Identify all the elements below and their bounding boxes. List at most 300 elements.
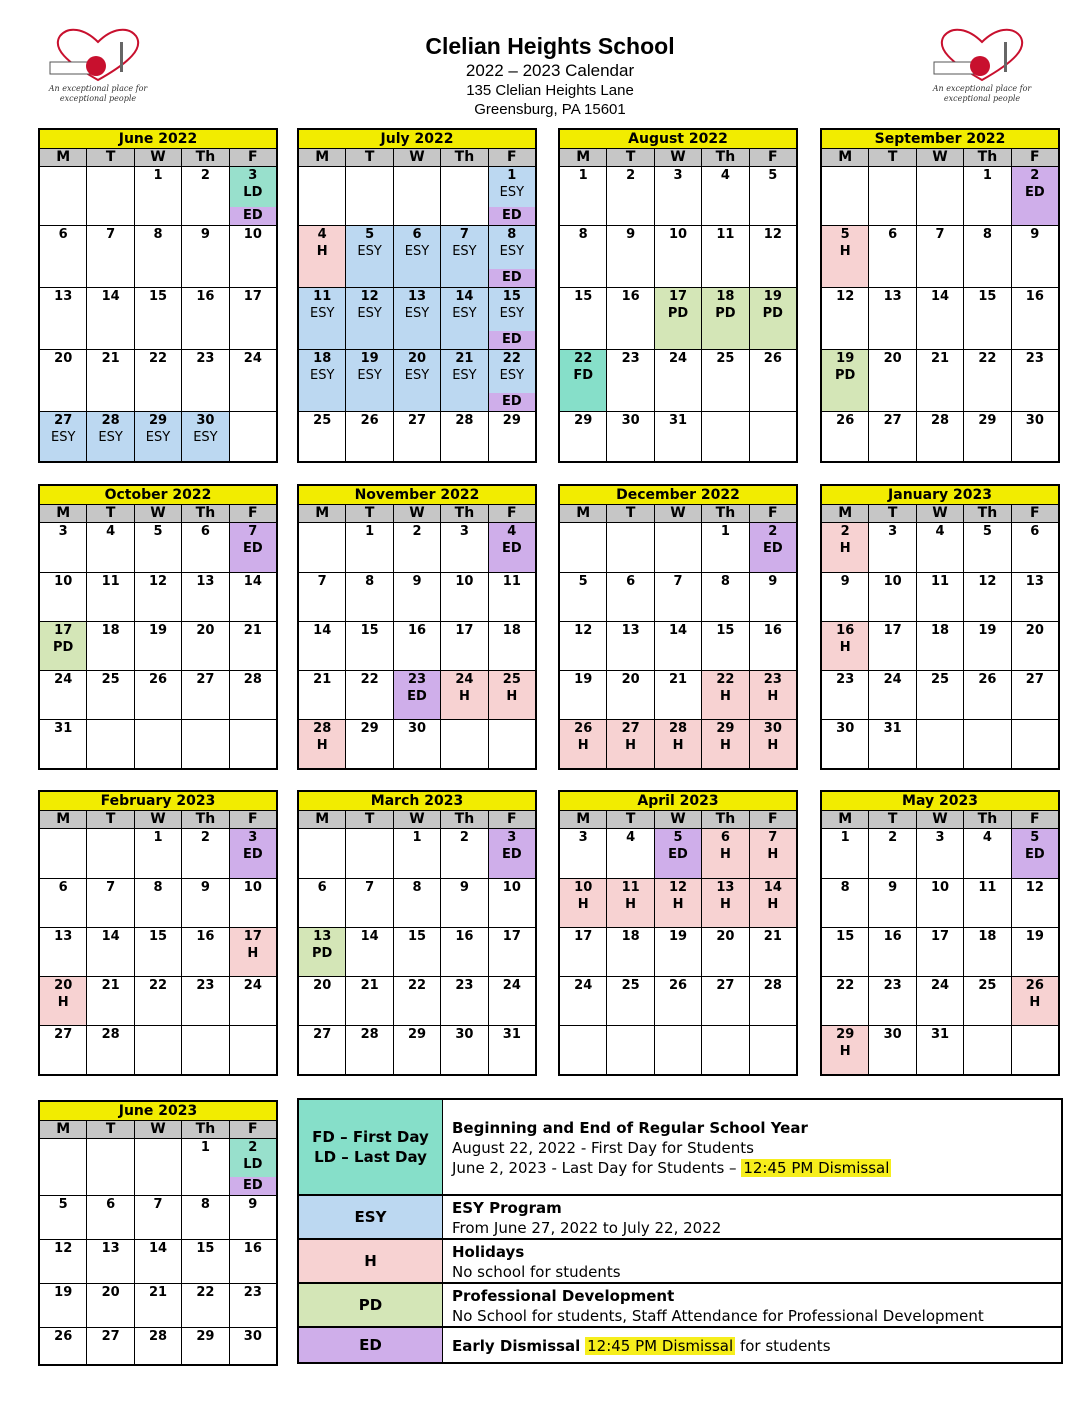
day-number: 27 xyxy=(621,721,640,736)
day-number: 27 xyxy=(883,413,902,428)
day-code: H xyxy=(672,738,684,753)
month-title: August 2022 xyxy=(560,130,796,149)
day-number: 8 xyxy=(840,880,850,895)
day-cell xyxy=(488,622,535,670)
day-cell xyxy=(749,671,796,719)
day-cell xyxy=(86,288,133,349)
day-cell xyxy=(345,412,392,461)
month-title: January 2023 xyxy=(822,486,1058,505)
day-number: 1 xyxy=(578,168,588,183)
day-code: ED xyxy=(1024,185,1045,200)
month-title: October 2022 xyxy=(40,486,276,505)
day-cell xyxy=(488,1026,535,1074)
day-number: 27 xyxy=(54,413,73,428)
day-code: H xyxy=(767,897,779,912)
day-number: 14 xyxy=(101,929,120,944)
day-cell xyxy=(440,226,487,287)
day-cell xyxy=(229,671,276,719)
day-cell xyxy=(916,879,963,927)
day-cell xyxy=(606,879,653,927)
day-number: 14 xyxy=(455,289,474,304)
month-title: March 2023 xyxy=(299,792,535,811)
day-cell xyxy=(560,928,606,976)
day-code: PD xyxy=(715,306,736,321)
weekday-label: M xyxy=(315,505,330,521)
day-cell xyxy=(229,977,276,1025)
day-number: 26 xyxy=(360,413,379,428)
day-number: 27 xyxy=(196,672,215,687)
day-number: 6 xyxy=(58,227,68,242)
day-cell xyxy=(86,1026,133,1074)
month-title: June 2023 xyxy=(40,1102,276,1121)
week-row xyxy=(299,829,535,878)
weekday-label: T xyxy=(86,1121,133,1138)
day-cell xyxy=(86,523,133,572)
month-title: December 2022 xyxy=(560,486,796,505)
day-number: 3 xyxy=(673,168,683,183)
day-number: 23 xyxy=(621,351,640,366)
day-cell xyxy=(606,167,653,225)
weekday-label: T xyxy=(86,149,133,166)
day-cell xyxy=(1011,671,1058,719)
day-code: LD xyxy=(243,1157,263,1172)
legend-ed xyxy=(297,1326,1063,1364)
day-cell xyxy=(345,288,392,349)
day-cell xyxy=(299,879,345,927)
day-number: 8 xyxy=(982,227,992,242)
legend-key-ld: LD – Last Day xyxy=(314,1148,427,1166)
week-row xyxy=(822,878,1058,927)
day-cell xyxy=(299,350,345,411)
day-cell xyxy=(299,412,345,461)
day-cell xyxy=(299,720,345,768)
day-number: 15 xyxy=(716,623,735,638)
day-number: 28 xyxy=(243,672,262,687)
early-dismissal-band: ED xyxy=(489,207,535,225)
day-number: 26 xyxy=(54,1329,73,1344)
day-cell xyxy=(868,622,915,670)
day-number: 12 xyxy=(836,289,855,304)
day-code: PD xyxy=(53,640,74,655)
day-code: ESY xyxy=(357,244,382,259)
day-cell xyxy=(868,573,915,621)
week-row xyxy=(40,1025,276,1074)
day-cell xyxy=(181,412,228,461)
day-cell xyxy=(86,573,133,621)
day-number: 7 xyxy=(248,524,258,539)
day-number: 6 xyxy=(58,880,68,895)
day-cell xyxy=(440,829,487,878)
week-row xyxy=(40,1139,276,1195)
day-code: ESY xyxy=(499,368,525,383)
week-row xyxy=(560,225,796,287)
weekday-label: F xyxy=(1011,811,1058,828)
legend-key-fd-ld xyxy=(299,1100,443,1194)
day-code: PD xyxy=(312,946,333,961)
legend-line: From June 27, 2022 to July 22, 2022 xyxy=(452,1219,722,1237)
week-row xyxy=(40,523,276,572)
day-cell xyxy=(868,879,915,927)
day-number: 11 xyxy=(716,227,735,242)
weekday-header xyxy=(560,149,796,167)
day-cell xyxy=(134,622,181,670)
day-number: 19 xyxy=(1025,929,1044,944)
weekday-label: Th xyxy=(181,505,228,522)
legend-line: for students xyxy=(739,1337,831,1355)
day-number: 7 xyxy=(365,880,375,895)
day-cell xyxy=(1011,350,1058,411)
day-cell xyxy=(749,879,796,927)
day-cell xyxy=(134,928,181,976)
day-number: 17 xyxy=(502,929,521,944)
day-number: 13 xyxy=(196,574,215,589)
day-number: 15 xyxy=(196,1241,215,1256)
day-number: 1 xyxy=(365,524,375,539)
month-january-2023 xyxy=(820,484,1060,770)
weekday-label: M xyxy=(838,149,853,165)
day-cell xyxy=(560,622,606,670)
day-cell xyxy=(606,288,653,349)
day-number: 16 xyxy=(196,929,215,944)
week-row xyxy=(560,670,796,719)
week-row xyxy=(40,1283,276,1327)
early-dismissal-band: ED xyxy=(489,269,535,287)
day-number: 19 xyxy=(836,351,855,366)
day-cell xyxy=(822,226,868,287)
day-number: 18 xyxy=(930,623,950,638)
week-row xyxy=(560,621,796,670)
day-cell xyxy=(345,829,392,878)
day-cell xyxy=(868,167,915,225)
day-cell xyxy=(134,1240,181,1283)
day-code: H xyxy=(839,640,851,655)
day-number: 9 xyxy=(459,880,469,895)
day-cell xyxy=(40,1139,86,1195)
day-cell xyxy=(916,412,963,461)
day-cell xyxy=(963,977,1010,1025)
day-cell xyxy=(916,573,963,621)
day-code: H xyxy=(672,897,684,912)
legend-pd xyxy=(297,1282,1063,1328)
day-number: 24 xyxy=(930,978,950,993)
day-number: 3 xyxy=(248,168,258,183)
day-cell xyxy=(488,829,535,878)
day-code: ESY xyxy=(50,430,76,445)
legend-line-text: June 2, 2023 - Last Day for Students – xyxy=(452,1159,737,1177)
day-number: 16 xyxy=(243,1241,262,1256)
day-number: 23 xyxy=(243,1285,262,1300)
day-cell xyxy=(654,671,701,719)
day-cell xyxy=(229,622,276,670)
day-cell xyxy=(181,167,228,225)
day-cell xyxy=(1011,523,1058,572)
day-cell xyxy=(86,1196,133,1239)
day-number: 29 xyxy=(716,721,735,736)
day-number: 21 xyxy=(101,351,120,366)
day-number: 2 xyxy=(768,524,778,539)
weekday-label: W xyxy=(134,811,181,828)
day-cell xyxy=(916,720,963,768)
day-cell xyxy=(393,928,440,976)
day-number: 10 xyxy=(455,574,474,589)
dismissal-highlight: 12:45 PM Dismissal xyxy=(587,1337,734,1355)
day-cell xyxy=(701,523,748,572)
day-number: 1 xyxy=(840,830,850,845)
day-cell xyxy=(963,523,1010,572)
day-number: 27 xyxy=(54,1027,73,1042)
day-code: H xyxy=(1029,995,1041,1010)
day-number: 8 xyxy=(153,227,163,242)
day-number: 2 xyxy=(840,524,850,539)
day-number: 6 xyxy=(317,880,327,895)
day-number: 19 xyxy=(668,929,688,944)
day-cell xyxy=(868,523,915,572)
week-row xyxy=(40,927,276,976)
day-number: 12 xyxy=(1025,880,1044,895)
day-number: 30 xyxy=(883,1027,902,1042)
day-number: 22 xyxy=(148,978,168,993)
day-number: 13 xyxy=(1025,574,1044,589)
day-number: 19 xyxy=(763,289,782,304)
day-cell xyxy=(916,622,963,670)
day-number: 1 xyxy=(720,524,730,539)
day-code: H xyxy=(247,946,259,961)
day-number: 27 xyxy=(313,1027,332,1042)
day-number: 3 xyxy=(248,830,258,845)
day-number: 22 xyxy=(360,672,379,687)
day-number: 28 xyxy=(763,978,782,993)
day-cell xyxy=(393,671,440,719)
day-number: 29 xyxy=(836,1027,855,1042)
day-cell xyxy=(229,288,276,349)
day-number: 19 xyxy=(360,351,379,366)
day-number: 8 xyxy=(365,574,375,589)
weekday-label: F xyxy=(1011,505,1058,522)
day-cell xyxy=(134,720,181,768)
day-cell xyxy=(606,523,653,572)
week-row xyxy=(299,411,535,461)
day-number: 10 xyxy=(243,227,262,242)
day-number: 7 xyxy=(935,227,945,242)
day-number: 24 xyxy=(883,672,902,687)
day-number: 4 xyxy=(626,830,636,845)
day-number: 3 xyxy=(888,524,898,539)
day-number: 26 xyxy=(574,721,593,736)
day-number: 6 xyxy=(200,524,210,539)
week-row xyxy=(299,927,535,976)
day-cell xyxy=(440,350,487,411)
day-code: H xyxy=(767,847,779,862)
page-header xyxy=(300,32,800,119)
day-code: PD xyxy=(762,306,783,321)
day-cell xyxy=(393,622,440,670)
day-number: 2 xyxy=(888,830,898,845)
early-dismissal-band: ED xyxy=(489,331,535,349)
day-cell xyxy=(86,1240,133,1283)
legend-line xyxy=(452,1158,1061,1178)
day-cell xyxy=(134,1328,181,1364)
day-number: 24 xyxy=(243,351,262,366)
day-number: 14 xyxy=(243,574,262,589)
day-number: 3 xyxy=(507,830,517,845)
day-number: 8 xyxy=(153,880,163,895)
school-name: Clelian Heights School xyxy=(425,33,675,59)
day-cell xyxy=(229,829,276,878)
day-number: 4 xyxy=(720,168,730,183)
day-cell xyxy=(299,523,345,572)
day-number: 20 xyxy=(313,978,332,993)
early-dismissal-band: ED xyxy=(230,207,276,225)
day-number: 15 xyxy=(148,929,168,944)
week-row xyxy=(40,976,276,1025)
day-code: ESY xyxy=(309,306,335,321)
day-number: 11 xyxy=(621,880,640,895)
weekday-header xyxy=(560,811,796,829)
day-number: 7 xyxy=(673,574,683,589)
day-cell xyxy=(749,288,796,349)
day-cell xyxy=(229,879,276,927)
day-cell xyxy=(1011,928,1058,976)
day-cell xyxy=(40,523,86,572)
day-number: 18 xyxy=(716,289,735,304)
day-number: 28 xyxy=(455,413,474,428)
week-row xyxy=(822,829,1058,878)
weekday-label: M xyxy=(56,149,71,165)
day-number: 20 xyxy=(407,351,427,366)
day-code: ESY xyxy=(404,368,430,383)
day-number: 4 xyxy=(317,227,327,242)
day-number: 21 xyxy=(668,672,688,687)
day-number: 28 xyxy=(930,413,950,428)
week-row xyxy=(822,621,1058,670)
day-cell xyxy=(86,671,133,719)
day-cell xyxy=(134,1196,181,1239)
day-cell xyxy=(393,829,440,878)
heart-logo-icon xyxy=(46,24,150,84)
day-cell xyxy=(749,829,796,878)
weekday-label: M xyxy=(56,505,71,521)
day-number: 16 xyxy=(407,623,427,638)
day-number: 27 xyxy=(101,1329,120,1344)
week-row xyxy=(560,523,796,572)
weekday-label: T xyxy=(345,505,392,522)
day-cell xyxy=(822,412,868,461)
day-number: 30 xyxy=(455,1027,474,1042)
day-cell xyxy=(345,622,392,670)
day-cell xyxy=(440,671,487,719)
weekday-label: T xyxy=(868,811,915,828)
day-cell xyxy=(654,288,701,349)
week-row xyxy=(560,349,796,411)
day-number: 25 xyxy=(978,978,997,993)
day-number: 30 xyxy=(243,1329,262,1344)
day-number: 23 xyxy=(455,978,474,993)
weekday-label: T xyxy=(345,811,392,828)
weekday-label: T xyxy=(868,505,915,522)
day-number: 6 xyxy=(720,830,730,845)
day-code: ESY xyxy=(357,368,382,383)
day-cell xyxy=(40,879,86,927)
day-cell xyxy=(299,573,345,621)
day-number: 7 xyxy=(106,227,116,242)
day-cell xyxy=(229,523,276,572)
day-number: 23 xyxy=(883,978,902,993)
day-cell xyxy=(86,167,133,225)
day-number: 15 xyxy=(360,623,379,638)
day-number: 19 xyxy=(148,623,168,638)
day-cell xyxy=(654,928,701,976)
month-august-2022 xyxy=(558,128,798,463)
day-cell xyxy=(560,573,606,621)
day-cell xyxy=(134,412,181,461)
week-row xyxy=(822,719,1058,768)
legend-key-pd: PD xyxy=(299,1284,443,1326)
day-cell xyxy=(701,879,748,927)
day-number: 4 xyxy=(106,524,116,539)
month-title: November 2022 xyxy=(299,486,535,505)
day-code: LD xyxy=(243,185,263,200)
day-cell xyxy=(963,829,1010,878)
day-number: 29 xyxy=(407,1027,427,1042)
day-code: H xyxy=(719,689,731,704)
day-cell xyxy=(560,977,606,1025)
day-cell xyxy=(560,671,606,719)
day-cell xyxy=(488,226,535,287)
day-cell xyxy=(822,523,868,572)
day-number: 28 xyxy=(360,1027,379,1042)
weekday-label: W xyxy=(654,505,701,522)
day-number: 1 xyxy=(507,168,517,183)
day-cell xyxy=(488,167,535,225)
day-cell xyxy=(181,879,228,927)
day-cell xyxy=(440,928,487,976)
day-number: 3 xyxy=(58,524,68,539)
day-number: 14 xyxy=(930,289,950,304)
day-cell xyxy=(229,1240,276,1283)
legend-title: Early Dismissal xyxy=(452,1337,581,1355)
day-cell xyxy=(40,573,86,621)
day-cell xyxy=(916,977,963,1025)
day-cell xyxy=(654,573,701,621)
week-row xyxy=(822,572,1058,621)
legend-line: No School for students, Staff Attendance for Professional Development xyxy=(452,1307,984,1325)
day-number: 13 xyxy=(54,929,73,944)
week-row xyxy=(822,976,1058,1025)
day-cell xyxy=(134,350,181,411)
day-number: 28 xyxy=(101,1027,120,1042)
day-cell xyxy=(229,412,276,461)
week-row xyxy=(40,621,276,670)
day-cell xyxy=(963,720,1010,768)
day-number: 8 xyxy=(507,227,517,242)
day-code: ESY xyxy=(499,244,525,259)
day-number: 20 xyxy=(101,1285,120,1300)
weekday-label: T xyxy=(606,811,653,828)
weekday-header xyxy=(40,505,276,523)
day-cell xyxy=(654,350,701,411)
week-row xyxy=(560,878,796,927)
day-cell xyxy=(560,879,606,927)
day-cell xyxy=(654,523,701,572)
week-row xyxy=(299,167,535,225)
day-number: 9 xyxy=(840,574,850,589)
day-cell xyxy=(701,288,748,349)
dismissal-highlight: 12:45 PM Dismissal xyxy=(743,1159,890,1177)
weekday-label: Th xyxy=(701,149,748,166)
day-cell xyxy=(916,829,963,878)
day-cell xyxy=(868,829,915,878)
day-cell xyxy=(299,167,345,225)
